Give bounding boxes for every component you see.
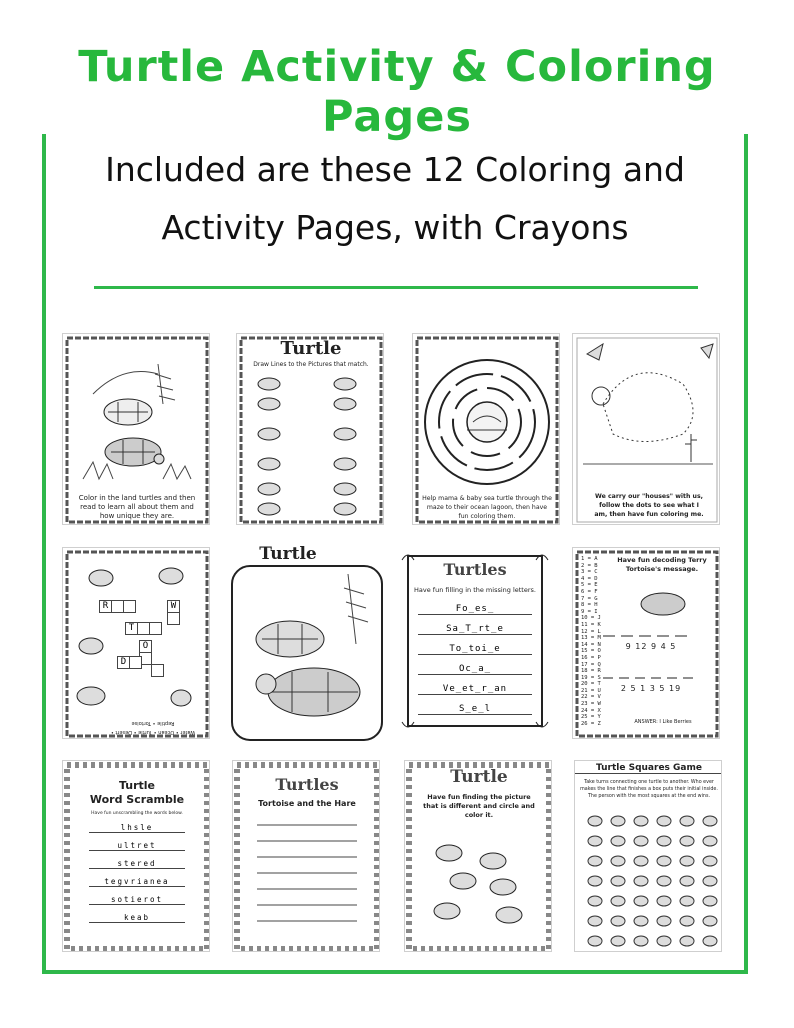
thumbnail-find-difference[interactable] bbox=[404, 760, 552, 952]
crossword-cell bbox=[167, 612, 180, 625]
decoder-row-1: 9 12 9 4 5 bbox=[625, 642, 677, 651]
crossword-letter: O bbox=[139, 640, 152, 653]
page-caption: Have fun filling in the missing letters. bbox=[414, 586, 536, 594]
thumbnail-maze[interactable] bbox=[412, 333, 560, 525]
page-caption: Help mama & baby sea turtle through the maze to their ocean lagoon, then have fun coloring them. bbox=[422, 495, 552, 520]
decoder-answer: ANSWER: I Like Berries bbox=[634, 719, 692, 725]
page-caption: Have fun unscrambling the words below. bbox=[91, 811, 183, 816]
subtitle-line-2: Activity Pages, with Crayons bbox=[161, 208, 629, 247]
crossword-frame bbox=[63, 548, 210, 739]
page-caption: Take turns connecting one turtle to another. Who ever makes the line that finishes a box puts their initial inside. The person with the most squares at the end wins. bbox=[580, 780, 718, 799]
crossword-cell bbox=[149, 622, 162, 635]
decoder-row-2: 2 5 1 3 5 19 bbox=[620, 684, 682, 693]
thumbnail-land-turtles[interactable] bbox=[62, 333, 210, 525]
page-heading: Turtle Squares Game bbox=[575, 763, 722, 774]
missing-letter-word: To_toi_e bbox=[418, 644, 532, 655]
thumbnail-missing-letters[interactable] bbox=[400, 548, 550, 734]
find-difference-illustration bbox=[405, 761, 552, 952]
page-caption: Have fun finding the picture that is different and circle and color it. bbox=[423, 793, 535, 819]
scramble-word: sotierot bbox=[89, 895, 185, 905]
thumbnail-story-writing[interactable] bbox=[232, 760, 380, 952]
missing-letter-word: Ve_et_r_an bbox=[418, 684, 532, 695]
crossword-cell bbox=[123, 600, 136, 613]
decoder-key: 1 = A 2 = B 3 = C 4 = D 5 = E 6 = F 7 = G 8 = H 9 = I 10 = J 11 = K 12 = L 13 = M 14 = N 15 = O 16 = P 17 = Q 18 = R 19 = S 20 = T 21 = U 22 = V 23 = W 24 = X 25 = Y 26 = Z bbox=[581, 556, 601, 727]
scramble-word: keab bbox=[89, 913, 185, 923]
page-heading: Turtle bbox=[280, 338, 342, 359]
subtitle-line-1: Included are these 12 Coloring and bbox=[105, 150, 685, 189]
page-title: Turtle Activity & Coloring Pages bbox=[78, 42, 716, 142]
crossword-letter: R bbox=[99, 600, 112, 613]
page-heading: Turtles bbox=[443, 560, 507, 579]
missing-letter-word: Fo_es_ bbox=[418, 604, 532, 615]
thumbnail-word-scramble[interactable] bbox=[62, 760, 210, 952]
crossword-letter: W bbox=[167, 600, 180, 613]
crossword-letter: D bbox=[117, 656, 130, 669]
thumbnail-decoder[interactable] bbox=[572, 547, 720, 739]
page-caption: Draw Lines to the Pictures that match. bbox=[253, 361, 369, 368]
page-heading: Turtle bbox=[259, 544, 317, 564]
thumbnail-coloring-turtles[interactable] bbox=[228, 544, 386, 744]
page-caption: Have fun decoding Terry Tortoise's message. bbox=[617, 556, 707, 573]
page-caption: Color in the land turtles and then read to learn all about them and how unique they are. bbox=[78, 494, 196, 520]
missing-letter-word: S_e_l bbox=[418, 704, 532, 715]
page-heading: Turtle bbox=[450, 767, 508, 787]
thumbnail-matching[interactable] bbox=[236, 333, 384, 525]
thumbnail-dot-to-dot[interactable] bbox=[572, 333, 720, 525]
scramble-word: ultret bbox=[89, 841, 185, 851]
scramble-word: lhsle bbox=[89, 823, 185, 833]
divider bbox=[94, 286, 698, 289]
word-bank: Water • Ocean • Turtle • Desert • Reptile • Tortoise bbox=[110, 720, 196, 735]
page-heading: Turtles bbox=[275, 775, 339, 794]
scramble-word: stered bbox=[89, 859, 185, 869]
crossword-cell bbox=[129, 656, 142, 669]
thumbnail-squares-game[interactable] bbox=[574, 760, 722, 952]
story-title: Tortoise and the Hare bbox=[258, 799, 356, 808]
missing-letter-word: Oc_a_ bbox=[418, 664, 532, 675]
page-subheading: Word Scramble bbox=[89, 793, 185, 806]
crossword-letter: T bbox=[125, 622, 138, 635]
page-caption: We carry our "houses" with us, follow the dots to see what I am, then have fun coloring me. bbox=[594, 493, 704, 518]
page-heading: Turtle bbox=[118, 779, 156, 792]
scramble-word: tegvrianea bbox=[89, 877, 185, 887]
missing-letter-word: Sa_T_rt_e bbox=[418, 624, 532, 635]
coloring-turtles-illustration bbox=[228, 544, 386, 744]
thumbnail-crossword[interactable] bbox=[62, 547, 210, 739]
crossword-cell bbox=[151, 664, 164, 677]
